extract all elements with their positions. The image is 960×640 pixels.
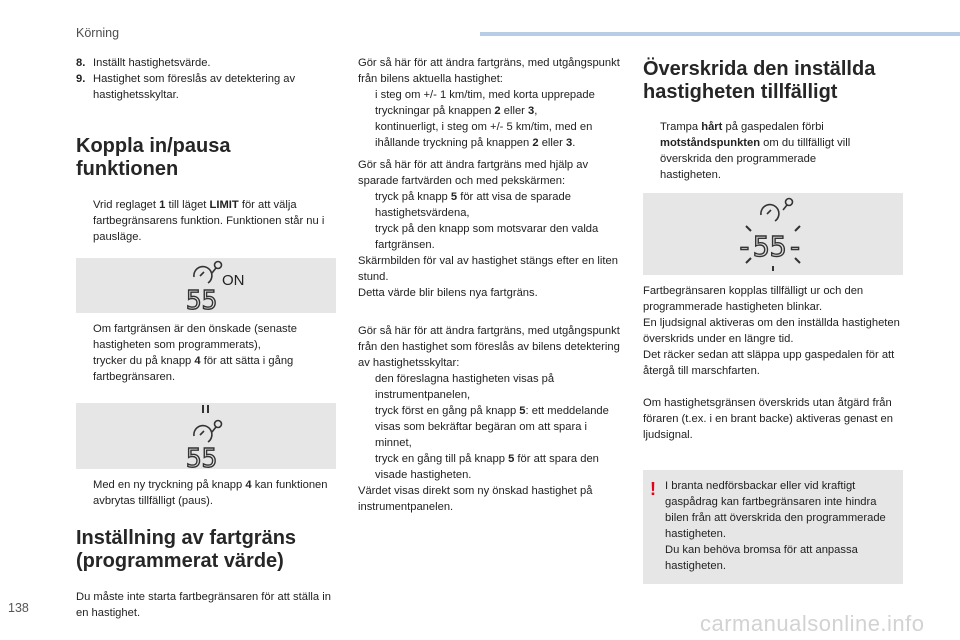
paragraph-p1: Fartbegränsaren kopplas tillfälligt ur och den programmerade hastigheten blinkar. xyxy=(643,285,864,313)
paragraph-p2: Gör så här för att ändra fartgräns med hjälp av sparade fartvärden och med pekskärmen: xyxy=(358,159,589,187)
paragraph-p3: Det räcker sedan att släppa upp gaspedalen för att återgå till marschfarten. xyxy=(643,349,895,377)
figure-overskrida xyxy=(643,193,903,275)
column-left xyxy=(76,55,336,621)
speed-limiter-on-icon xyxy=(76,258,336,313)
heading-overskrida: Överskrida den inställda hastigheten tillfälligt xyxy=(643,58,876,103)
bullet-foreslagna: den föreslagna hastigheten visas på instrumentpanelen, xyxy=(375,373,555,401)
heading-koppla: Koppla in/pausa funktionen xyxy=(76,135,231,180)
section-title: Körning xyxy=(76,26,120,40)
warning-icon: ! xyxy=(650,479,656,499)
paragraph-du-maste: Du måste inte starta fartbegränsaren för att ställa in en hastighet. xyxy=(76,591,331,619)
heading-installning: Inställning av fartgräns (programmerat värde) xyxy=(76,527,297,572)
speed-limiter-pause-icon xyxy=(76,403,336,469)
page-header xyxy=(0,27,960,39)
speed-limiter-blink-icon xyxy=(643,193,903,275)
header-bar xyxy=(480,32,960,36)
paragraph-p4: Om hastighetsgränsen överskrids utan åtgärd från föraren (t.ex. i en brant backe) aktiveras genast en ljudsignal. xyxy=(643,397,893,441)
paragraph-p5: Gör så här för att ändra fartgräns, med utgångspunkt från den hastighet som föreslås av bilens detektering av hastighetsskyltar: xyxy=(358,325,620,369)
page-number: 138 xyxy=(8,601,29,615)
figure-on xyxy=(76,258,336,313)
bullet-om-fartgransen: Om fartgränsen är den önskade (senaste hastigheten som programmerats), trycker du på knapp 4 för att sätta i gång fartbegränsaren. xyxy=(93,323,297,383)
column-right xyxy=(643,55,903,584)
bullet-vrid: Vrid reglaget 1 till läget LIMIT för att välja fartbegränsarens funktion. Funktionen står nu i pausläge. xyxy=(93,199,325,243)
item-text: Hastighet som föreslås av detektering av hastighetsskyltar. xyxy=(93,73,296,101)
bullet-forst: tryck först en gång på knapp 5: ett meddelande visas som bekräftar begäran om att spara i minnet, xyxy=(375,405,609,449)
warning-box xyxy=(643,470,903,584)
bullet-steg-5: kontinuerligt, i steg om +/- 5 km/tim, med en ihållande tryckning på knappen 2 eller 3. xyxy=(375,121,593,149)
bullet-tryck-knapp: tryck på den knapp som motsvarar den valda fartgränsen. xyxy=(375,223,599,251)
watermark: carmanualsonline.info xyxy=(700,611,925,636)
column-middle xyxy=(358,55,622,515)
item-text: Inställt hastighetsvärde. xyxy=(93,57,211,69)
paragraph-p2: En ljudsignal aktiveras om den inställda hastigheten överskrids under en längre tid. xyxy=(643,317,900,345)
bullet-trampa: Trampa hårt på gaspedalen förbi motståndspunkten om du tillfälligt vill överskrida den programmerade hastigheten. xyxy=(660,121,851,181)
bullet-ny-tryckning: Med en ny tryckning på knapp 4 kan funktionen avbrytas tillfälligt (paus). xyxy=(93,479,328,507)
speed-digits: 55 xyxy=(186,444,218,469)
bullet-tryck-5: tryck på knapp 5 för att visa de sparade hastighetsvärdena, xyxy=(375,191,571,219)
speed-digits: -55- xyxy=(736,230,804,263)
paragraph-p4: Detta värde blir bilens nya fartgräns. xyxy=(358,287,538,299)
paragraph-p1: Gör så här för att ändra fartgräns, med utgångspunkt från bilens aktuella hastighet: xyxy=(358,57,620,85)
on-label: ON xyxy=(222,272,245,289)
paragraph-p6: Värdet visas direkt som ny önskad hastighet på instrumentpanelen. xyxy=(358,485,593,513)
figure-pause xyxy=(76,403,336,469)
item-number: 8. xyxy=(76,57,86,69)
bullet-till: tryck en gång till på knapp 5 för att spara den visade hastigheten. xyxy=(375,453,599,481)
warning-text-1: I branta nedförsbackar eller vid kraftigt gaspådrag kan fartbegränsaren inte hindra bilen från att överskrida den programmerade hastigheten. xyxy=(665,480,886,540)
list-item-8 xyxy=(76,55,336,71)
list-item-9 xyxy=(76,71,336,103)
warning-text-2: Du kan behöva bromsa för att anpassa hastigheten. xyxy=(665,544,858,572)
speed-digits: 55 xyxy=(186,286,218,313)
paragraph-p3: Skärmbilden för val av hastighet stängs efter en liten stund. xyxy=(358,255,618,283)
bullet-steg-1: i steg om +/- 1 km/tim, med korta upprepade tryckningar på knappen 2 eller 3, xyxy=(375,89,595,117)
item-number: 9. xyxy=(76,73,86,85)
